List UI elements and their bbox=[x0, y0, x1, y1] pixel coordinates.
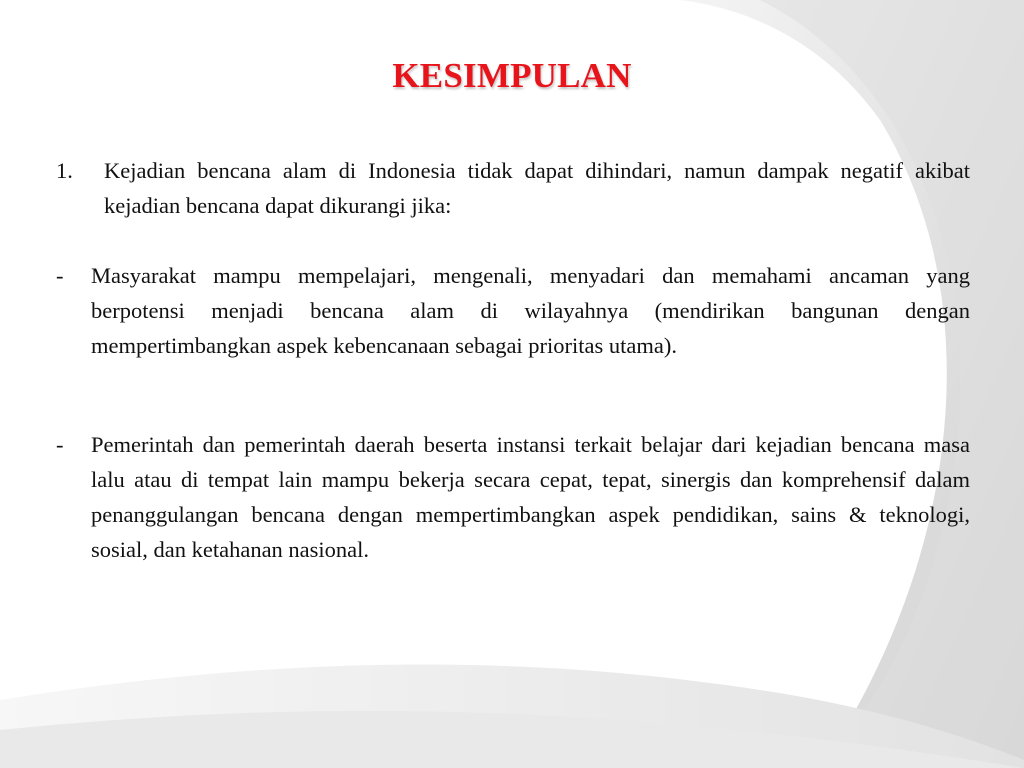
item-number: 1. bbox=[56, 158, 73, 183]
item-text: Pemerintah dan pemerintah daerah beserta instansi terkait belajar dari kejadian bencana masa lalu atau di tempat lain mampu bekerja secara cepat, tepat, sinergis dan komprehensif dalam penanggulangan bencana dengan mempertimbangkan aspek pendidikan, sains & teknologi, sosial, dan ketahanan nasional. bbox=[91, 432, 970, 562]
bullet-dash: - bbox=[56, 263, 64, 288]
bullet-item bbox=[56, 258, 970, 363]
item-text: Masyarakat mampu mempelajari, mengenali, menyadari dan memahami ancaman yang berpotensi menjadi bencana alam di wilayahnya (mendirikan bangunan dengan mempertimbangkan aspek kebencanaan sebagai prioritas utama). bbox=[91, 263, 970, 358]
numbered-item bbox=[56, 153, 970, 223]
item-text: Kejadian bencana alam di Indonesia tidak dapat dihindari, namun dampak negatif akibat kejadian bencana dapat dikurangi jika: bbox=[104, 158, 970, 218]
slide-title: KESIMPULAN bbox=[392, 56, 632, 95]
bullet-dash: - bbox=[56, 432, 64, 457]
bullet-item bbox=[56, 427, 970, 567]
